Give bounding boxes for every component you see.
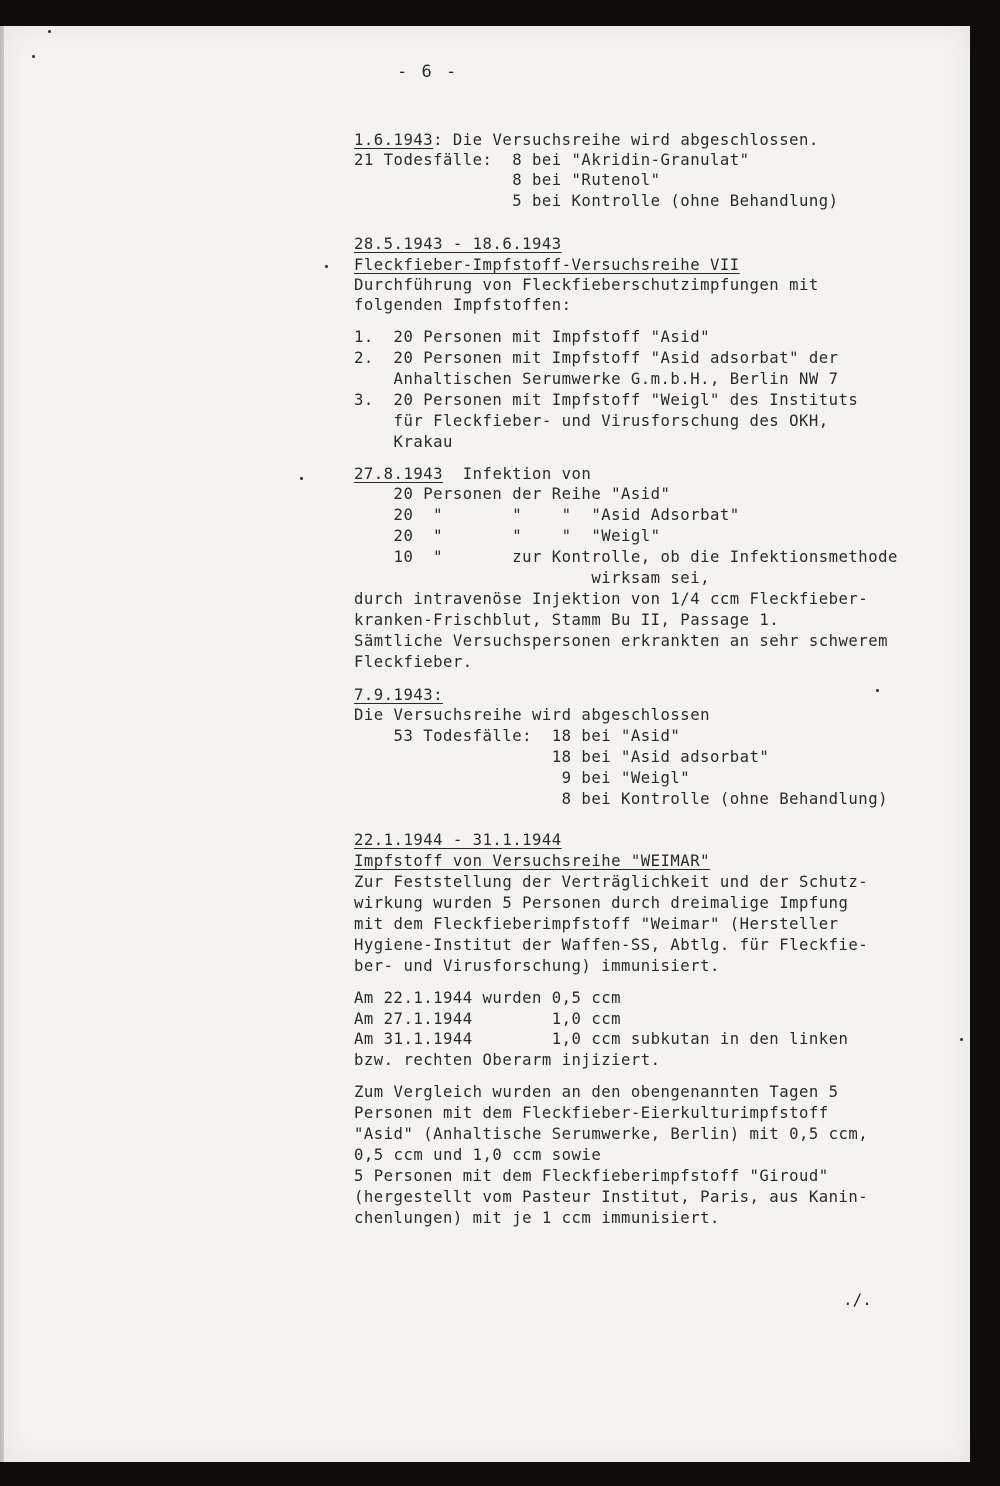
text-line: Zum Vergleich wurden an den obengenannten Tagen 5 [354,1083,839,1101]
text-line: Zur Feststellung der Verträglichkeit und der Schutz- [354,873,869,891]
text-line: 7.9.1943: [354,686,443,704]
text-line: Fleckfieber-Impfstoff-Versuchsreihe VII [354,256,740,274]
text-line: Am 31.1.1944 1,0 ccm subkutan in den linken [354,1030,849,1048]
text-line: für Fleckfieber- und Virusforschung des OKH, [354,412,829,430]
text-line: 27.8.1943 Infektion von [354,465,592,483]
text-line: 8 bei Kontrolle (ohne Behandlung) [354,790,888,808]
paper-speck [48,30,51,33]
text-line: Am 27.1.1944 1,0 ccm [354,1010,621,1028]
paper-speck [960,1038,963,1041]
text-line: 18 bei "Asid adsorbat" [354,748,770,766]
text-line: 1.6.1943: Die Versuchsreihe wird abgeschlossen. [354,131,819,149]
text-line: 53 Todesfälle: 18 bei "Asid" [354,727,681,745]
text-line: bzw. rechten Oberarm injiziert. [354,1051,661,1069]
text-line: Durchführung von Fleckfieberschutzimpfungen mit [354,276,819,294]
continuation-mark: ./. [843,1290,872,1309]
page-number: - 6 - [397,62,459,82]
text-line: Fleckfieber. [354,653,473,671]
text-line: folgenden Impfstoffen: [354,296,572,314]
text-line: 20 Personen der Reihe "Asid" [354,485,671,503]
text-line: 22.1.1944 - 31.1.1944 [354,831,562,849]
text-line: kranken-Frischblut, Stamm Bu II, Passage 1. [354,611,780,629]
text-line: ber- und Virusforschung) immunisiert. [354,957,720,975]
text-line: 28.5.1943 - 18.6.1943 [354,235,562,253]
text-line: 3. 20 Personen mit Impfstoff "Weigl" des Instituts [354,391,859,409]
text-line: 9 bei "Weigl" [354,769,691,787]
text-line: Anhaltischen Serumwerke G.m.b.H., Berlin NW 7 [354,370,839,388]
text-line: Die Versuchsreihe wird abgeschlossen [354,706,710,724]
text-line: Personen mit dem Fleckfieber-Eierkulturimpfstoff [354,1104,829,1122]
text-line: durch intravenöse Injektion von 1/4 ccm Fleckfieber- [354,590,869,608]
text-line: Krakau [354,433,453,451]
text-line: 0,5 ccm und 1,0 ccm sowie [354,1146,602,1164]
text-line: mit dem Fleckfieberimpfstoff "Weimar" (Hersteller [354,915,839,933]
text-line: Am 22.1.1944 wurden 0,5 ccm [354,989,621,1007]
text-line: (hergestellt vom Pasteur Institut, Paris, aus Kanin- [354,1188,869,1206]
paper-speck [325,265,328,268]
paper-speck [32,55,35,58]
text-line: 20 " " " "Asid Adsorbat" [354,506,740,524]
text-line: "Asid" (Anhaltische Serumwerke, Berlin) mit 0,5 ccm, [354,1125,869,1143]
text-line: 20 " " " "Weigl" [354,527,661,545]
text-line: 10 " zur Kontrolle, ob die Infektionsmethode [354,548,898,566]
text-line: 2. 20 Personen mit Impfstoff "Asid adsorbat" der [354,349,839,367]
text-line: 5 Personen mit dem Fleckfieberimpfstoff "Giroud" [354,1167,829,1185]
text-line: wirksam sei, [354,569,710,587]
paper-speck [300,477,303,480]
text-line: Sämtliche Versuchspersonen erkrankten an sehr schwerem [354,632,888,650]
text-line: 21 Todesfälle: 8 bei "Akridin-Granulat" [354,151,750,169]
text-line: Hygiene-Institut der Waffen-SS, Abtlg. für Fleckfie- [354,936,869,954]
text-line: wirkung wurden 5 Personen durch dreimalige Impfung [354,894,849,912]
text-line: 8 bei "Rutenol" [354,171,661,189]
text-line: 5 bei Kontrolle (ohne Behandlung) [354,192,839,210]
text-line: chenlungen) mit je 1 ccm immunisiert. [354,1209,720,1227]
text-line: Impfstoff von Versuchsreihe "WEIMAR" [354,852,710,870]
paper-speck [876,689,879,692]
text-line: 1. 20 Personen mit Impfstoff "Asid" [354,328,710,346]
